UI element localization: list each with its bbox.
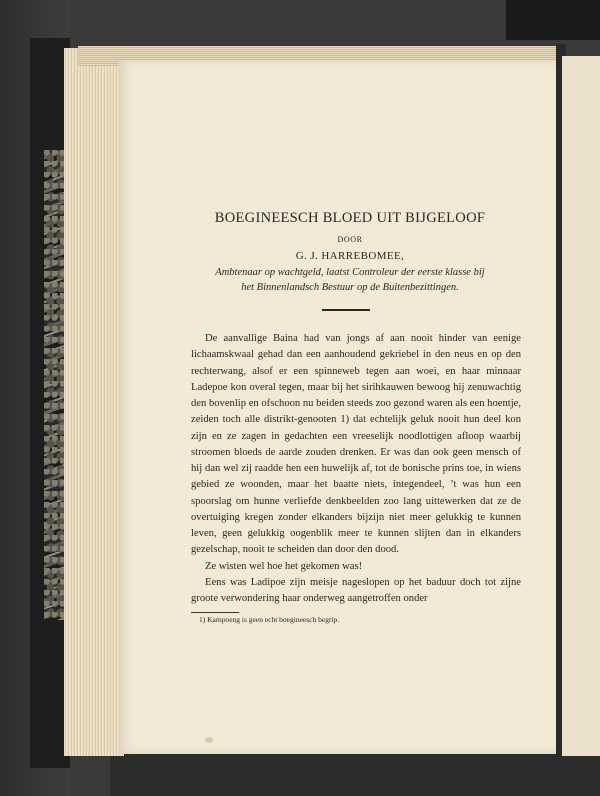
author-affiliation [179, 265, 521, 295]
footnote-divider [191, 612, 239, 613]
footnote: 1) Kampoeng is geen echt boegineesch begrip. [199, 615, 340, 625]
background-top-right [506, 0, 600, 40]
body-text [191, 331, 521, 607]
article-title: BOEGINEESCH BLOED UIT BIJGELOOF [214, 210, 486, 226]
page-edges [64, 48, 124, 756]
title-divider [322, 309, 370, 311]
paragraph: De aanvallige Baina had van jongs af aan nooit hinder van eenige lichaamskwaal gehad dan een aanhoudend gekriebel in den neus en op den rechterwang, alsof er een spinneweb tegen aan woei, en haar minnaar Ladepoe kon overal tegen, maar bij het sirihkauwen bewoog hij zenuwachtig den bovenlip en ofschoon nu beiden steeds zoo gezond waren als een hoentje, zeiden toch alle distrikt-genooten 1) dat echtelijk geluk nooit hun deel kon zijn en ze zagen in gedachten een vreeselijk noodlottigen afloop waarbij stroomen bloeds de aarde zouden drenken. Er was dan ook geen mensch of hij dan wel zij raadde hen een huwelijk af, tot de bonische prins toe, in wiens gebied ze woonden, maar het baatte niets, integendeel, ’t was hun een spoorslag om hunne verliefde denkbeelden zoo lang uittewerken dat ze de overtuiging kregen zonder elkanders bijzijn niet meer gelukkig te kunnen leven, geen gelukkig oogenblik meer te kunnen slijten dan in elkanders gezelschap, nooit te scheiden dan door den dood. [191, 333, 521, 556]
author-name: G. J. HARREBOMEE, [295, 250, 405, 262]
next-page [562, 56, 600, 756]
affiliation-line: Ambtenaar op wachtgeld, laatst Controleur der eerste klasse bij [215, 267, 485, 278]
affiliation-line: het Binnenlandsch Bestuur op de Buitenbezittingen. [241, 282, 459, 293]
page-content [191, 210, 521, 624]
background-bottom [110, 752, 600, 796]
byline-door: DOOR [337, 235, 363, 244]
paragraph: Eens was Ladipoe zijn meisje nageslopen op het baduur doch tot zijne groote verwondering haar onderweg aangetroffen onder [191, 576, 521, 604]
paragraph: Ze wisten wel hoe het gekomen was! [205, 560, 363, 572]
page-smudge [205, 737, 213, 743]
marbled-edge [44, 150, 64, 620]
